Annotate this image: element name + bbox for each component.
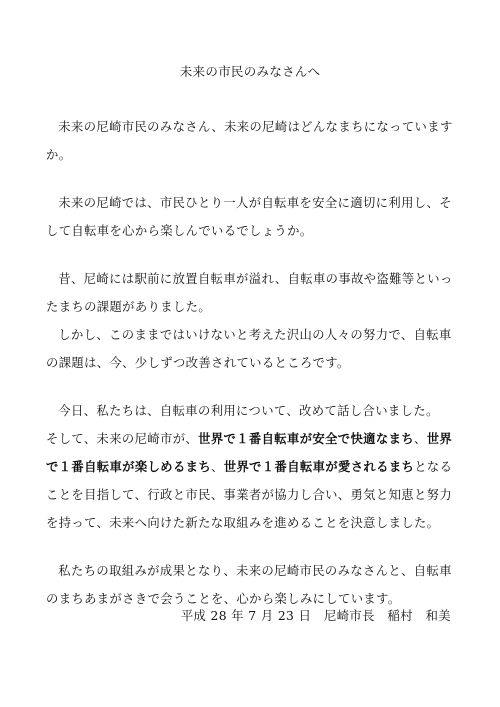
paragraph-greeting: 未来の尼崎市民のみなさん、未来の尼崎はどんなまちになっていますか。	[46, 120, 453, 162]
goal-safe-comfortable: 世界で１番自転車が安全で快適なまち	[198, 431, 414, 446]
document-body	[46, 113, 464, 613]
paragraph-declaration	[46, 425, 464, 537]
paragraph-history: 昔、尼崎には駅前に放置自転車が溢れ、自転車の事故や盗難等といったまちの課題がありました。	[46, 272, 453, 314]
goal-beloved: 世界で１番自転車が愛されるまち	[223, 459, 415, 474]
declaration-resolution: となることを目指して、行政と市民、事業者が協力し合い、勇気と知恵と努力を持って、未来へ向けた新たな取組みを進めることを決意しました。	[46, 460, 453, 530]
signature-date: 平成 28 年 7 月 23 日	[180, 609, 312, 623]
goal-enjoyable: 世界で１番自転車が楽しめるまち	[46, 431, 453, 474]
goal-separator-2: 、	[211, 460, 224, 474]
goal-separator-1: 、	[413, 432, 427, 446]
signature-line	[181, 607, 451, 625]
signature-title: 尼崎市長	[324, 609, 375, 623]
signature-name: 稲村 和美	[387, 609, 451, 623]
document-title: 未来の市民のみなさんへ	[179, 64, 321, 79]
paragraph-improvement: しかし、このままではいけないと考えた沢山の人々の努力で、自転車の課題は、今、少しずつ改善されているところです。	[46, 328, 452, 370]
paragraph-closing: 私たちの取組みが成果となり、未来の尼崎市民のみなさんと、自転車のまちあまがさきで会うことを、心から楽しみにしています。	[46, 564, 452, 606]
paragraph-discussion: 今日、私たちは、自転車の利用について、改めて話し合いました。	[58, 404, 439, 418]
declaration-intro: そして、未来の尼崎市が、	[46, 432, 199, 446]
paragraph-question: 未来の尼崎では、市民ひとり一人が自転車を安全に適切に利用し、そして自転車を心から楽しんでいるでしょうか。	[46, 196, 452, 238]
